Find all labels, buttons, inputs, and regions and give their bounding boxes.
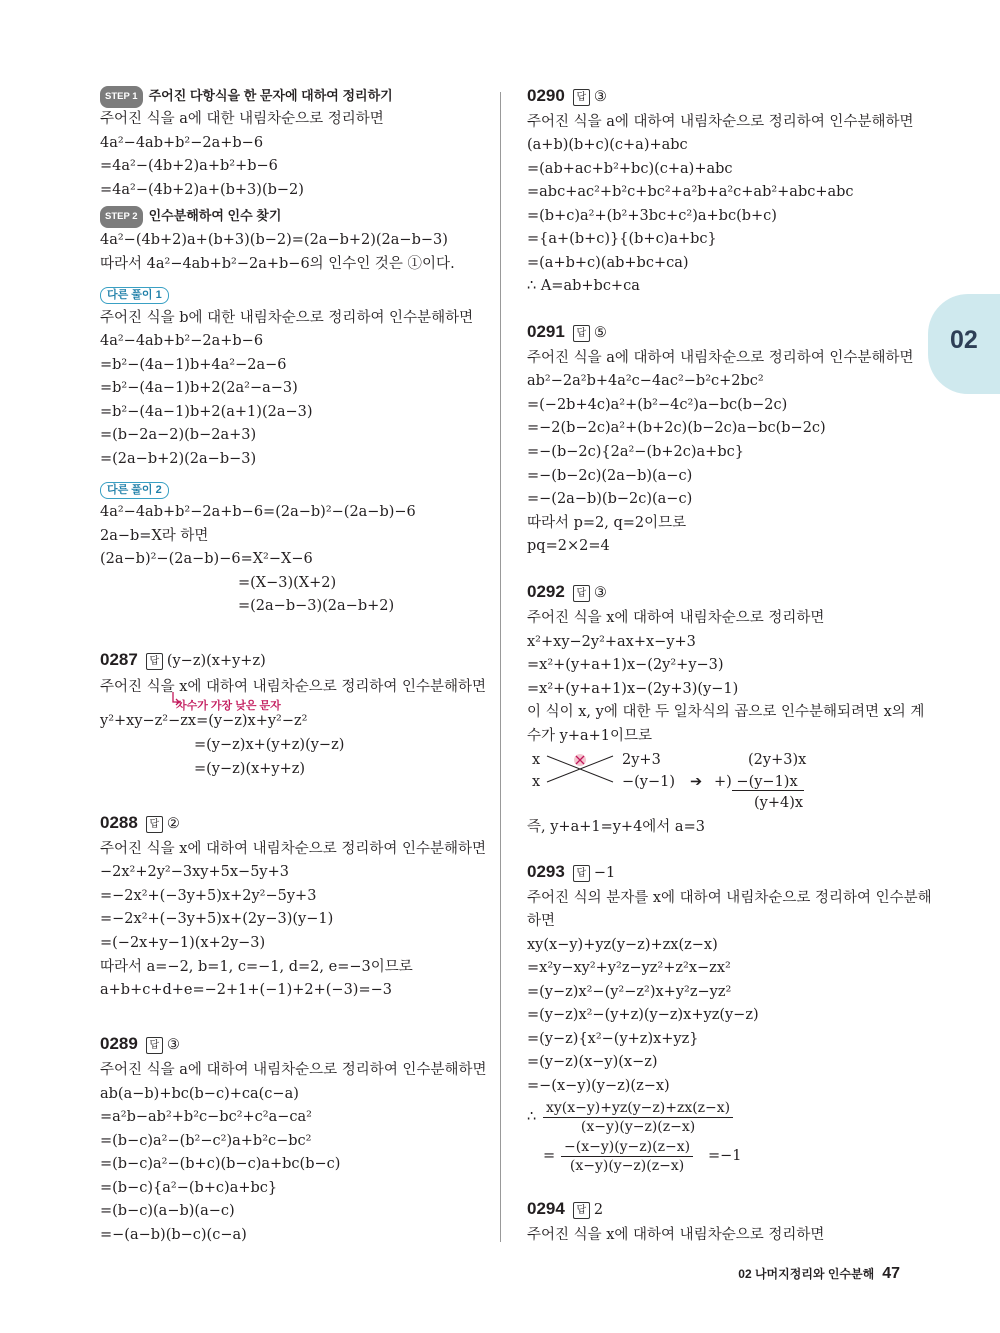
answer-mark-icon: 답 [573, 89, 590, 106]
problem-number: 0293 [527, 862, 565, 881]
solution-line: =x²+(y+a+1)x−(2y+3)(y−1) [527, 681, 739, 697]
problem-number: 0291 [527, 322, 565, 341]
solution-line: ={a+(b+c)}{(b+c)a+bc} [527, 231, 717, 247]
solution-line: 수가 y+a+1이므로 [527, 728, 653, 744]
alt2-line: 2a−b=X라 하면 [100, 528, 209, 544]
column-divider [500, 92, 501, 1242]
answer-mark-icon: 답 [146, 653, 163, 670]
arrow-icon: ➔ [690, 774, 703, 790]
alt1-line: =b²−(4a−1)b+2(a+1)(2a−3) [100, 404, 313, 420]
solution-line: ∴ A=ab+bc+ca [527, 278, 640, 294]
solution-line: =(y−z)x²−(y+z)(y−z)x+yz(y−z) [527, 1007, 759, 1023]
chapter-title: 02 나머지정리와 인수분해 [738, 1267, 875, 1281]
page-footer [738, 1265, 900, 1283]
problem-0291-header [527, 322, 607, 343]
alt1-label: 다른 풀이 1 [100, 287, 169, 304]
solution-line: =−2(b−2c)a²+(b+2c)(b−2c)a−bc(b−2c) [527, 420, 826, 436]
alt2-label: 다른 풀이 2 [100, 482, 169, 499]
alt1-line: 주어진 식을 b에 대한 내림차순으로 정리하여 인수분해하면 [100, 310, 474, 326]
step1-line: 4a²−4ab+b²−2a+b−6 [100, 135, 264, 151]
solution-line: 주어진 식을 x에 대하여 내림차순으로 정리하면 [527, 610, 825, 626]
solution-line: =(y−z)(x+y+z) [194, 761, 306, 777]
solution-line: =(ab+ac+b²+bc)(c+a)+abc [527, 161, 733, 177]
step1-heading [100, 86, 393, 108]
problem-0292-header [527, 582, 607, 603]
solution-line: =(b+c)a²+(b²+3bc+c²)a+bc(b+c) [527, 208, 777, 224]
answer: ③ [593, 89, 607, 105]
sum-line [732, 790, 804, 791]
solution-line: pq=2×2=4 [527, 538, 610, 554]
alt1-line: =b²−(4a−1)b+2(2a²−a−3) [100, 380, 298, 396]
solution-line: 따라서 a=−2, b=1, c=−1, d=2, e=−3이므로 [100, 959, 413, 975]
solution-line: 주어진 식을 x에 대하여 내림차순으로 정리하면 [527, 1227, 825, 1243]
answer: ② [166, 816, 180, 832]
solution-line: 하면 [527, 913, 556, 929]
solution-line: y²+xy−z²−zx=(y−z)x+y²−z² [100, 713, 308, 729]
step1-badge: STEP 1 [100, 86, 143, 108]
cross-lines [545, 752, 615, 786]
page-number: 47 [882, 1265, 900, 1282]
solution-line: xy(x−y)+yz(y−z)+zx(z−x) [527, 937, 718, 953]
cross-left-bottom: x [532, 774, 541, 790]
problem-number: 0290 [527, 86, 565, 105]
problem-0294-header [527, 1199, 603, 1220]
cross-sum: (y+4)x [754, 795, 804, 811]
solution-line: =−(2a−b)(b−2c)(a−c) [527, 491, 693, 507]
solution-line: =(b−c)a²−(b²−c²)a+b²c−bc² [100, 1133, 312, 1149]
solution-line: ab²−2a²b+4a²c−4ac²−b²c+2bc² [527, 373, 764, 389]
fraction-numerator: xy(x−y)+yz(y−z)+zx(z−x) [543, 1099, 733, 1118]
answer: ③ [166, 1037, 180, 1053]
solution-line: 즉, y+a+1=y+4에서 a=3 [527, 819, 705, 835]
solution-line: =(b−c)(a−b)(a−c) [100, 1203, 235, 1219]
alt1-line: =(b−2a−2)(b−2a+3) [100, 427, 257, 443]
problem-0293-header [527, 862, 615, 883]
solution-line: =a²b−ab²+b²c−bc²+c²a−ca² [100, 1109, 312, 1125]
step1-title: 주어진 다항식을 한 문자에 대하여 정리하기 [148, 88, 393, 103]
solution-line: =(y−z)(x−y)(x−z) [527, 1054, 658, 1070]
solution-line: =(y−z){x²−(y+z)x+yz} [527, 1031, 699, 1047]
solution-line: =−(x−y)(y−z)(z−x) [527, 1078, 670, 1094]
answer-mark-icon: 답 [573, 325, 590, 342]
answer: −1 [593, 865, 616, 881]
answer-mark-icon: 답 [573, 585, 590, 602]
fraction-denominator: (x−y)(y−z)(z−x) [580, 1119, 696, 1135]
step2-title: 인수분해하여 인수 찾기 [148, 208, 282, 223]
cross-right-top: 2y+3 [622, 752, 661, 768]
problem-number: 0294 [527, 1199, 565, 1218]
solution-line: =abc+ac²+b²c+bc²+a²b+a²c+ab²+abc+abc [527, 184, 854, 200]
problem-0288-header [100, 813, 180, 834]
problem-0289-header [100, 1034, 180, 1055]
fraction-original [543, 1099, 733, 1136]
annotation-note: 차수가 가장 낮은 문자 [176, 700, 281, 712]
solution-line: x²+xy−2y²+ax+x−y+3 [527, 634, 696, 650]
solution-line: =−(b−2c)(2a−b)(a−c) [527, 468, 693, 484]
problem-number: 0287 [100, 650, 138, 669]
step2-line: 따라서 4a²−4ab+b²−2a+b−6의 인수인 것은 ①이다. [100, 256, 455, 272]
equals-sign: = [543, 1148, 556, 1164]
problem-number: 0292 [527, 582, 565, 601]
solution-line: =(a+b+c)(ab+bc+ca) [527, 255, 689, 271]
solution-line: =(b−c)a²−(b+c)(b−c)a+bc(b−c) [100, 1156, 341, 1172]
answer: (y−z)(x+y+z) [166, 653, 266, 669]
alt2-line: 4a²−4ab+b²−2a+b−6=(2a−b)²−(2a−b)−6 [100, 504, 416, 520]
answer: 2 [593, 1202, 604, 1218]
solution-line: 주어진 식을 a에 대하여 내림차순으로 정리하여 인수분해하면 [100, 1062, 487, 1078]
solution-line: =x²y−xy²+y²z−yz²+z²x−zx² [527, 960, 731, 976]
solution-line: 이 식이 x, y에 대한 두 일차식의 곱으로 인수분해되려면 x의 계 [527, 704, 925, 720]
solution-line: 주어진 식을 x에 대하여 내림차순으로 정리하여 인수분해하면 [100, 841, 487, 857]
answer: ⑤ [593, 325, 607, 341]
solution-line: =(−2b+4c)a²+(b²−4c²)a−bc(b−2c) [527, 397, 788, 413]
step1-line: =4a²−(4b+2)a+(b+3)(b−2) [100, 182, 304, 198]
solution-line: =−2x²+(−3y+5)x+(2y−3)(y−1) [100, 911, 334, 927]
alt1-line: =b²−(4a−1)b+4a²−2a−6 [100, 357, 287, 373]
cross-right-bottom: −(y−1) [622, 774, 676, 790]
solution-line: 주어진 식을 x에 대하여 내림차순으로 정리하여 인수분해하면 [100, 679, 487, 695]
cross-result-bottom: +) −(y−1)x [714, 774, 798, 790]
step1-line: 주어진 식을 a에 대한 내림차순으로 정리하면 [100, 111, 384, 127]
therefore-symbol: ∴ [527, 1109, 537, 1125]
fraction-denominator: (x−y)(y−z)(z−x) [569, 1158, 685, 1174]
problem-number: 0289 [100, 1034, 138, 1053]
solution-line: 따라서 p=2, q=2이므로 [527, 515, 687, 531]
step1-line: =4a²−(4b+2)a+b²+b−6 [100, 158, 278, 174]
solution-line: =−2x²+(−3y+5)x+2y²−5y+3 [100, 888, 317, 904]
solution-line: =(y−z)x²−(y²−z²)x+y²z−yz² [527, 984, 732, 1000]
fraction-numerator: −(x−y)(y−z)(z−x) [561, 1138, 693, 1157]
solution-line: =(y−z)x+(y+z)(y−z) [194, 737, 345, 753]
fraction-result: =−1 [708, 1148, 742, 1164]
solution-line: a+b+c+d+e=−2+1+(−1)+2+(−3)=−3 [100, 982, 392, 998]
solution-line: =(−2x+y−1)(x+2y−3) [100, 935, 266, 951]
step2-badge: STEP 2 [100, 206, 143, 228]
alt2-line: =(2a−b−3)(2a−b+2) [238, 598, 395, 614]
solution-line: =x²+(y+a+1)x−(2y²+y−3) [527, 657, 724, 673]
alt1-line: 4a²−4ab+b²−2a+b−6 [100, 333, 264, 349]
answer-mark-icon: 답 [573, 1202, 590, 1219]
alt2-line: (2a−b)²−(2a−b)−6=X²−X−6 [100, 551, 313, 567]
solution-line: ab(a−b)+bc(b−c)+ca(c−a) [100, 1086, 299, 1102]
solution-line: (a+b)(b+c)(c+a)+abc [527, 137, 688, 153]
solution-line: 주어진 식을 a에 대하여 내림차순으로 정리하여 인수분해하면 [527, 350, 914, 366]
solution-line: −2x²+2y²−3xy+5x−5y+3 [100, 864, 289, 880]
solution-line: =−(a−b)(b−c)(c−a) [100, 1227, 247, 1243]
problem-number: 0288 [100, 813, 138, 832]
fraction-simplified [561, 1138, 693, 1175]
answer: ③ [593, 585, 607, 601]
cross-left-top: x [532, 752, 541, 768]
problem-0287-header [100, 650, 266, 671]
cross-result-top: (2y+3)x [748, 752, 807, 768]
solution-line: =(b−c){a²−(b+c)a+bc} [100, 1180, 278, 1196]
step2-line: 4a²−(4b+2)a+(b+3)(b−2)=(2a−b+2)(2a−b−3) [100, 232, 448, 248]
chapter-tab-number: 02 [950, 326, 978, 354]
alt1-line: =(2a−b+2)(2a−b−3) [100, 451, 257, 467]
alt2-line: =(X−3)(X+2) [238, 575, 337, 591]
answer-mark-icon: 답 [146, 816, 163, 833]
answer-mark-icon: 답 [573, 865, 590, 882]
answer-mark-icon: 답 [146, 1037, 163, 1054]
solution-line: 주어진 식을 a에 대하여 내림차순으로 정리하여 인수분해하면 [527, 114, 914, 130]
solution-line: =−(b−2c){2a²−(b+2c)a+bc} [527, 444, 744, 460]
problem-0290-header [527, 86, 607, 107]
solution-line: 주어진 식의 분자를 x에 대하여 내림차순으로 정리하여 인수분해 [527, 890, 932, 906]
step2-heading [100, 206, 281, 228]
